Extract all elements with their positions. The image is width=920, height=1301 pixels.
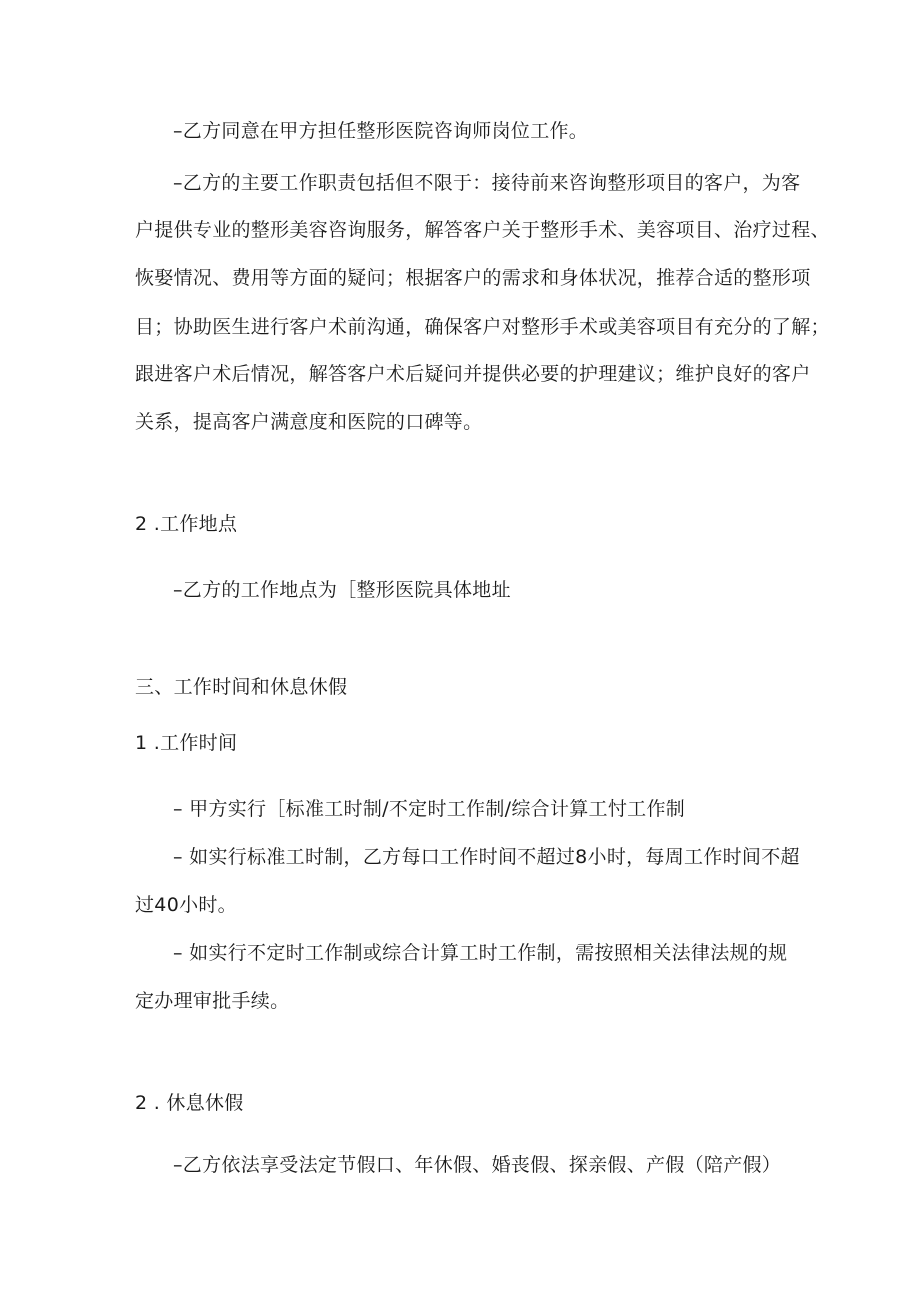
paragraph-standard-hours-line-2: 过40小时。 [135,894,237,916]
section-heading-work-time: 1 .工作时间 [135,732,238,754]
paragraph-flexible-hours-line-1: – 如实行不定时工作制或综合计算工时工作制，需按照相关法律法规的规 [173,942,788,964]
paragraph-duties-line-1: –乙方的主要工作职责包括但不限于：接待前来咨询整形项目的客户，为客 [173,172,801,194]
paragraph-duties-line-4: 目；协助医生进行客户术前沟通，确保客户对整形手术或美容项目有充分的了解； [135,316,830,338]
paragraph-flexible-hours-line-2: 定办理审批手续。 [135,990,290,1012]
paragraph-work-location: –乙方的工作地点为［整形医院具体地址 [173,579,511,601]
paragraph-standard-hours-line-1: – 如实行标准工时制，乙方每口工作时间不超过8小时，每周工作时间不超 [173,846,800,868]
section-heading-rest-and-leave: 2 . 休息休假 [135,1092,244,1114]
paragraph-duties-line-3: 恢娶情况、费用等方面的疑问；根据客户的需求和身体状况，推荐合适的整形项 [135,267,811,289]
paragraph-duties-line-2: 户提供专业的整形美容咨询服务，解答客户关于整形手术、美容项目、治疗过程、 [135,219,830,241]
paragraph-statutory-leave: –乙方依法享受法定节假口、年休假、婚丧假、探亲假、产假（陪产假） [173,1154,782,1176]
paragraph-duties-line-5: 跟进客户术后情况，解答客户术后疑问并提供必要的护理建议；维护良好的客户 [135,363,811,385]
paragraph-duties-line-6: 关系，提高客户满意度和医院的口碑等。 [135,411,483,433]
paragraph-work-hour-system: – 甲方实行［标准工时制/不定时工作制/综合计算工忖工作制 [173,798,686,820]
chapter-heading-work-time-and-leave: 三、工作时间和休息休假 [135,676,348,698]
paragraph-position-agreement: –乙方同意在甲方担任整形医院咨询师岗位工作。 [173,120,589,142]
section-heading-work-location: 2 .工作地点 [135,513,238,535]
